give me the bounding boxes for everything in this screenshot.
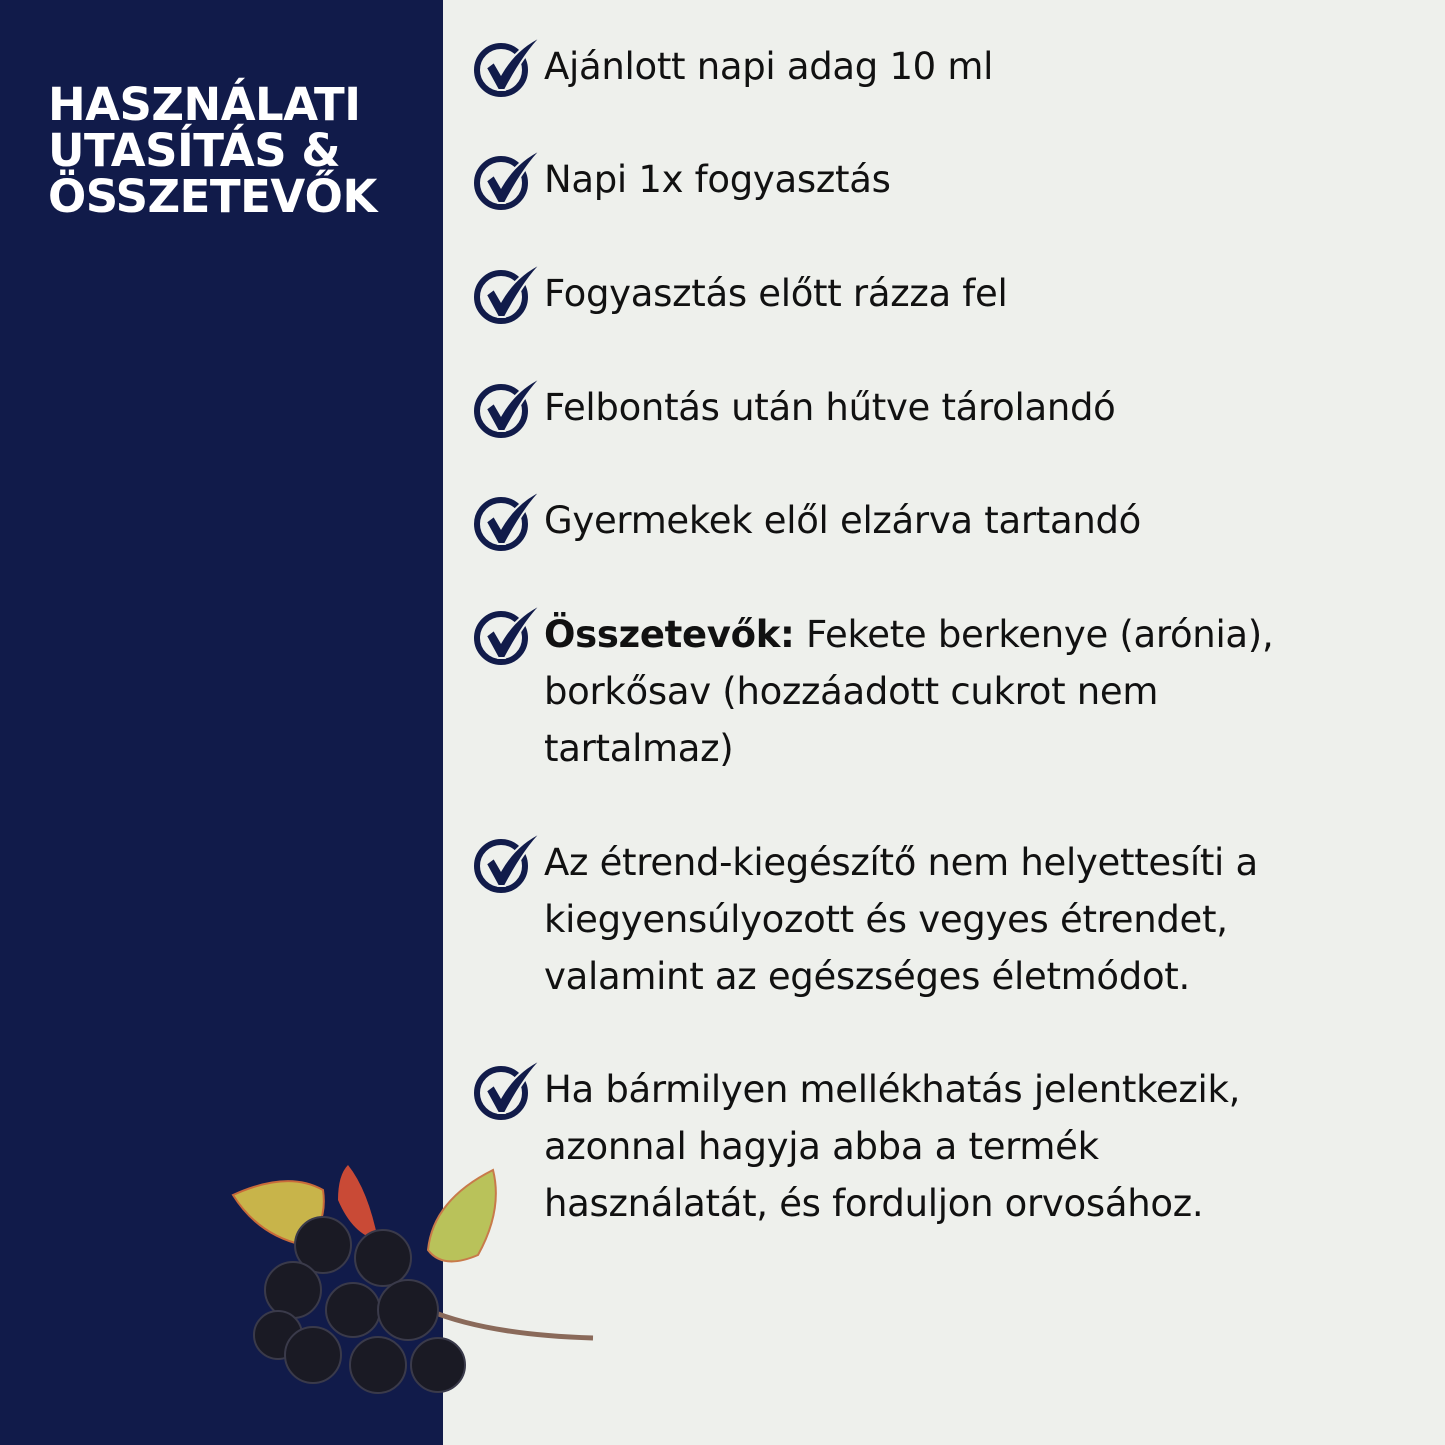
check-circle-icon [472, 830, 544, 894]
list-item [472, 265, 1007, 325]
check-circle-icon [472, 602, 544, 666]
item-text: Fogyasztás előtt rázza fel [544, 272, 1008, 315]
text-line: valamint az egészséges életmódot. [544, 955, 1190, 998]
item-text: Gyermekek elől elzárva tartandó [544, 499, 1142, 542]
page-title [48, 78, 377, 223]
ingredients-label: Összetevők: [544, 613, 795, 656]
check-circle-icon [472, 375, 544, 439]
list-item [472, 834, 1258, 1005]
text-line: borkősav (hozzáadott cukrot nem [544, 670, 1159, 713]
title-line: HASZNÁLATI [48, 78, 361, 131]
list-item [472, 492, 1141, 552]
item-text: Napi 1x fogyasztás [544, 158, 891, 201]
list-item-ingredients [472, 606, 1273, 777]
list-item [472, 151, 891, 211]
text-line: tartalmaz) [544, 727, 734, 770]
item-text [544, 606, 1273, 777]
title-line: UTASÍTÁS & [48, 124, 341, 177]
aronia-berries-illustration [228, 1150, 598, 1400]
check-circle-icon [472, 34, 544, 98]
text-line: használatát, és forduljon orvosához. [544, 1182, 1204, 1225]
check-circle-icon [472, 488, 544, 552]
item-text [544, 834, 1258, 1005]
text-line: azonnal hagyja abba a termék [544, 1125, 1099, 1168]
item-text: Felbontás után hűtve tárolandó [544, 386, 1116, 429]
check-circle-icon [472, 1057, 544, 1121]
check-circle-icon [472, 147, 544, 211]
item-text [544, 1061, 1240, 1232]
list-item [472, 38, 993, 98]
list-item [472, 379, 1116, 439]
title-line: ÖSSZETEVŐK [48, 170, 377, 223]
item-text: Ajánlott napi adag 10 ml [544, 45, 994, 88]
text-line: Fekete berkenye (arónia), [806, 613, 1274, 656]
text-line: Az étrend-kiegészítő nem helyettesíti a [544, 841, 1258, 884]
check-circle-icon [472, 261, 544, 325]
text-line: kiegyensúlyozott és vegyes étrendet, [544, 898, 1228, 941]
text-line: Ha bármilyen mellékhatás jelentkezik, [544, 1068, 1241, 1111]
